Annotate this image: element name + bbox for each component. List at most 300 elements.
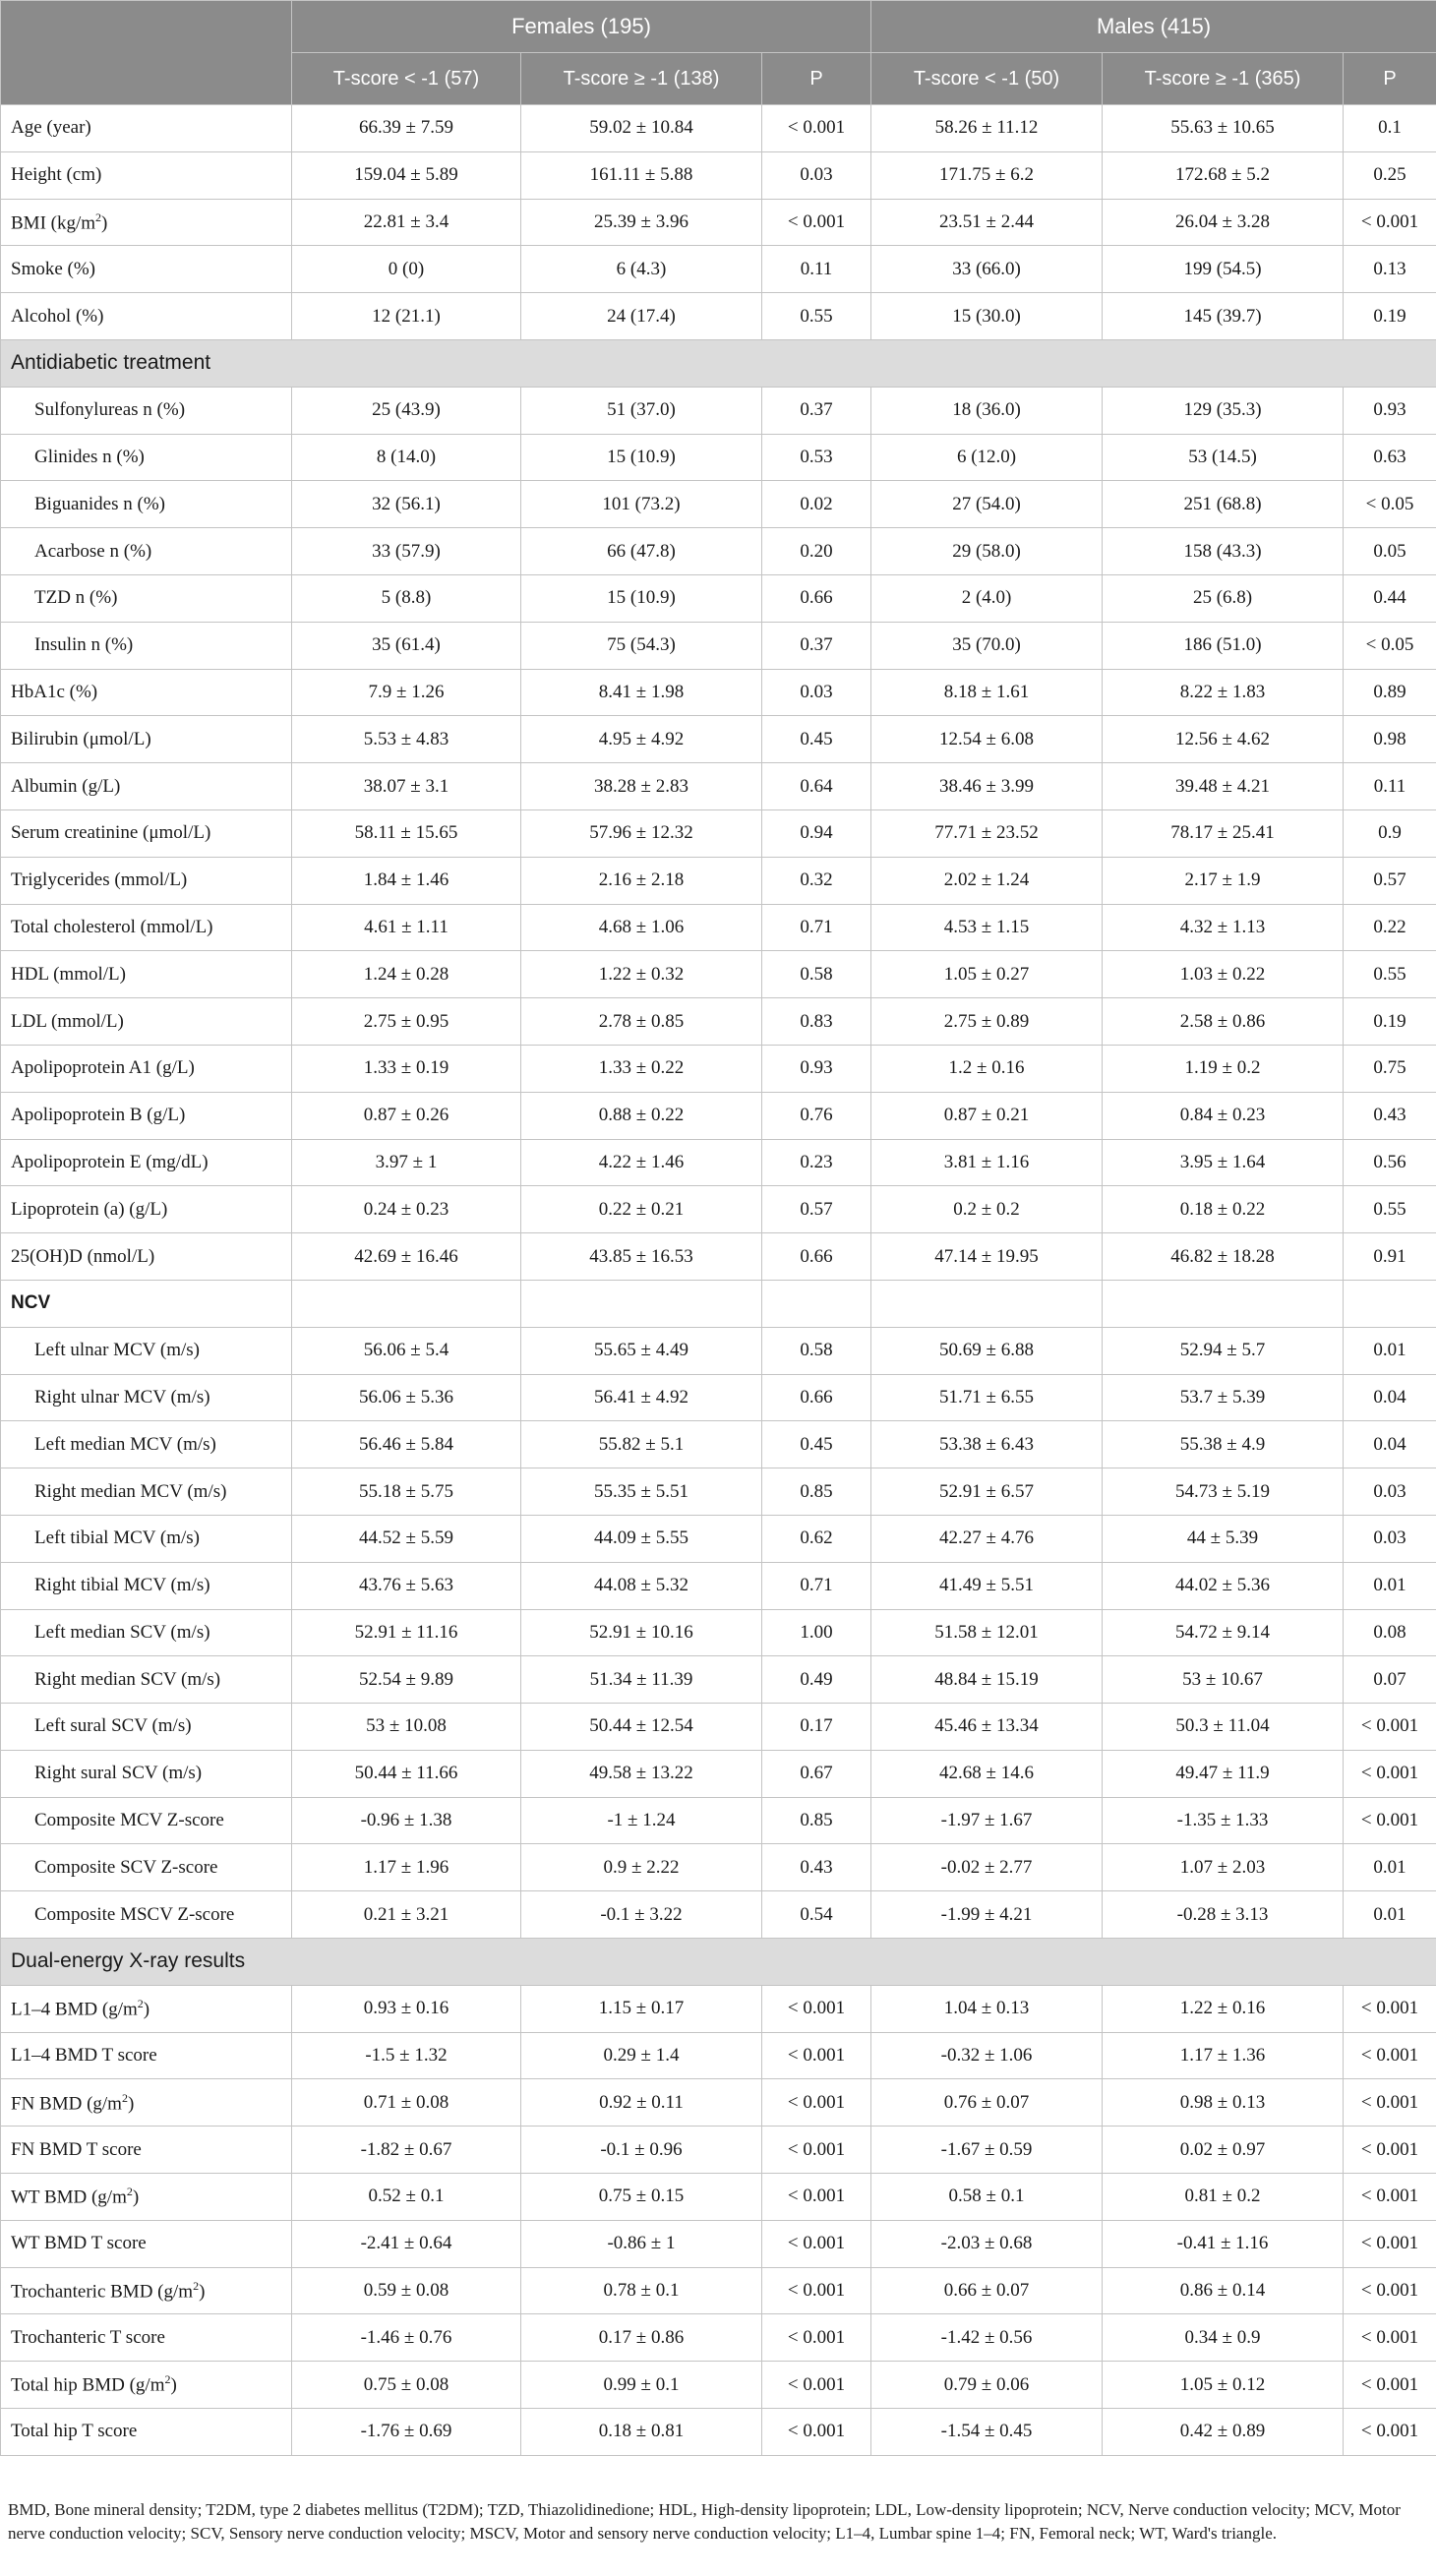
column-header: T-score ≥ -1 (365) (1103, 53, 1344, 105)
value-cell: -0.32 ± 1.06 (871, 2032, 1103, 2079)
p-value-cell: 0.19 (1344, 998, 1436, 1046)
value-cell: 49.58 ± 13.22 (521, 1750, 762, 1797)
value-cell: 44.09 ± 5.55 (521, 1515, 762, 1562)
value-cell: 18 (36.0) (871, 387, 1103, 434)
row-label (1, 1327, 292, 1374)
value-cell: 7.9 ± 1.26 (292, 669, 521, 716)
p-value-cell: < 0.001 (1344, 2409, 1436, 2456)
row-label-text: Right tibial MCV (m/s) (34, 1575, 210, 1596)
value-cell: 8.41 ± 1.98 (521, 669, 762, 716)
row-label-text: TZD n (%) (34, 587, 118, 609)
row-label-tail: ) (199, 2281, 206, 2303)
row-label-text: HDL (mmol/L) (11, 963, 126, 985)
value-cell: -0.86 ± 1 (521, 2220, 762, 2267)
row-label (1, 528, 292, 575)
value-cell: 6 (4.3) (521, 246, 762, 293)
row-label-text: Composite MSCV Z-score (34, 1903, 235, 1925)
value-cell: 44.08 ± 5.32 (521, 1562, 762, 1609)
value-cell: 26.04 ± 3.28 (1103, 199, 1344, 246)
row-label (1, 2267, 292, 2314)
value-cell: 6 (12.0) (871, 434, 1103, 481)
value-cell: 42.68 ± 14.6 (871, 1750, 1103, 1797)
table-row (1, 622, 1436, 669)
value-cell: 27 (54.0) (871, 481, 1103, 528)
p-value-cell: < 0.001 (762, 2267, 871, 2314)
value-cell: 1.15 ± 0.17 (521, 1985, 762, 2032)
p-value-cell: 0.58 (762, 951, 871, 998)
value-cell: 0.66 ± 0.07 (871, 2267, 1103, 2314)
row-label-text: FN BMD (g/m (11, 2093, 122, 2115)
row-label (1, 1374, 292, 1421)
row-label-text: Height (cm) (11, 164, 102, 186)
table-row (1, 1327, 1436, 1374)
table-row (1, 763, 1436, 810)
value-cell: 8.22 ± 1.83 (1103, 669, 1344, 716)
p-value-cell: 0.43 (762, 1844, 871, 1891)
value-cell: 2.78 ± 0.85 (521, 998, 762, 1046)
row-label (1, 2314, 292, 2362)
p-value-cell: 0.07 (1344, 1656, 1436, 1704)
value-cell: 0.02 ± 0.97 (1103, 2127, 1344, 2174)
p-value-cell: 0.45 (762, 1421, 871, 1468)
value-cell: -1.76 ± 0.69 (292, 2409, 521, 2456)
value-cell: 1.07 ± 2.03 (1103, 1844, 1344, 1891)
value-cell: 54.73 ± 5.19 (1103, 1468, 1344, 1516)
value-cell: 1.17 ± 1.36 (1103, 2032, 1344, 2079)
p-value-cell: 0.66 (762, 1233, 871, 1281)
row-label-text: Left median MCV (m/s) (34, 1433, 216, 1455)
table-row (1, 574, 1436, 622)
table-row (1, 1374, 1436, 1421)
p-value-cell: < 0.001 (762, 2409, 871, 2456)
males-group-header: Males (415) (871, 1, 1436, 53)
value-cell: 45.46 ± 13.34 (871, 1704, 1103, 1751)
value-cell: 56.41 ± 4.92 (521, 1374, 762, 1421)
p-value-cell: < 0.001 (1344, 2032, 1436, 2079)
row-label-text: Right median SCV (m/s) (34, 1668, 221, 1690)
table-row (1, 246, 1436, 293)
column-header: T-score < -1 (57) (292, 53, 521, 105)
p-value-cell: 0.55 (1344, 951, 1436, 998)
row-label (1, 2127, 292, 2174)
value-cell: 59.02 ± 10.84 (521, 105, 762, 152)
value-cell: 15 (10.9) (521, 434, 762, 481)
table-row (1, 809, 1436, 857)
table-row (1, 1045, 1436, 1092)
table-row (1, 669, 1436, 716)
p-value-cell: < 0.001 (1344, 2267, 1436, 2314)
value-cell: 38.07 ± 3.1 (292, 763, 521, 810)
row-label-tail: ) (132, 2187, 140, 2208)
section-header-label: Antidiabetic treatment (1, 339, 1436, 387)
value-cell: 0.2 ± 0.2 (871, 1186, 1103, 1233)
p-value-cell: 0.11 (762, 246, 871, 293)
table-row (1, 1891, 1436, 1939)
p-value-cell: 0.03 (762, 151, 871, 199)
value-cell: 55.65 ± 4.49 (521, 1327, 762, 1374)
value-cell: 1.24 ± 0.28 (292, 951, 521, 998)
row-label-text: WT BMD (g/m (11, 2187, 127, 2208)
value-cell: 39.48 ± 4.21 (1103, 763, 1344, 810)
value-cell: 1.03 ± 0.22 (1103, 951, 1344, 998)
value-cell: 0.87 ± 0.26 (292, 1092, 521, 1139)
p-value-cell: 0.04 (1344, 1374, 1436, 1421)
table-row (1, 2314, 1436, 2362)
label-superscript: 2 (193, 2278, 200, 2293)
row-label (1, 1092, 292, 1139)
p-value-cell: 0.53 (762, 434, 871, 481)
value-cell: 2.75 ± 0.95 (292, 998, 521, 1046)
row-label-tail: ) (101, 212, 108, 234)
table-row (1, 2267, 1436, 2314)
p-value-cell: 0.01 (1344, 1844, 1436, 1891)
p-value-cell: 0.17 (762, 1704, 871, 1751)
value-cell: 12.54 ± 6.08 (871, 716, 1103, 763)
p-value-cell: < 0.001 (762, 2220, 871, 2267)
label-superscript: 2 (95, 210, 102, 224)
column-header: P (762, 53, 871, 105)
value-cell: 1.05 ± 0.12 (1103, 2362, 1344, 2409)
row-label (1, 1656, 292, 1704)
p-value-cell: 0.58 (762, 1327, 871, 1374)
p-value-cell: < 0.001 (1344, 1750, 1436, 1797)
p-value-cell: 0.89 (1344, 669, 1436, 716)
table-row (1, 857, 1436, 904)
table-row (1, 1562, 1436, 1609)
value-cell: 55.38 ± 4.9 (1103, 1421, 1344, 1468)
row-label-text: Smoke (%) (11, 258, 96, 279)
value-cell (521, 1280, 762, 1327)
row-label-text: Age (year) (11, 117, 91, 139)
value-cell: 23.51 ± 2.44 (871, 199, 1103, 246)
table-row (1, 481, 1436, 528)
value-cell: -1.35 ± 1.33 (1103, 1797, 1344, 1844)
value-cell: 58.26 ± 11.12 (871, 105, 1103, 152)
value-cell: 44.52 ± 5.59 (292, 1515, 521, 1562)
value-cell: 5.53 ± 4.83 (292, 716, 521, 763)
table-row (1, 151, 1436, 199)
table-row (1, 998, 1436, 1046)
table-footnote: BMD, Bone mineral density; T2DM, type 2 diabetes mellitus (T2DM); TZD, Thiazolidinedione; HDL, High-density lipoprotein; LDL, Low-density lipoprotein; NCV, Nerve conduction velocity; MCV, Motor nerve conduction velocity; SCV, Sensory nerve conduction velocity; MSCV, Motor and sensory nerve conduction velocity; L1–4, Lumbar spine 1–4; FN, Femoral neck; WT, Ward's triangle. (8, 2500, 1401, 2543)
p-value-cell: 0.37 (762, 387, 871, 434)
table-row (1, 387, 1436, 434)
value-cell: 2 (4.0) (871, 574, 1103, 622)
p-value-cell: 0.64 (762, 763, 871, 810)
value-cell: 56.06 ± 5.4 (292, 1327, 521, 1374)
p-value-cell: < 0.001 (1344, 2174, 1436, 2221)
value-cell: 43.85 ± 16.53 (521, 1233, 762, 1281)
p-value-cell: 0.49 (762, 1656, 871, 1704)
value-cell: 1.17 ± 1.96 (292, 1844, 521, 1891)
value-cell: -1.97 ± 1.67 (871, 1797, 1103, 1844)
value-cell: 51.71 ± 6.55 (871, 1374, 1103, 1421)
table-row (1, 1280, 1436, 1327)
p-value-cell: 0.25 (1344, 151, 1436, 199)
value-cell: 4.61 ± 1.11 (292, 904, 521, 951)
value-cell: 15 (10.9) (521, 574, 762, 622)
row-label-text: Right sural SCV (m/s) (34, 1763, 203, 1784)
row-label-text: Apolipoprotein A1 (g/L) (11, 1057, 195, 1079)
p-value-cell: 0.62 (762, 1515, 871, 1562)
value-cell: 53 ± 10.67 (1103, 1656, 1344, 1704)
value-cell: 55.82 ± 5.1 (521, 1421, 762, 1468)
column-header: P (1344, 53, 1436, 105)
value-cell: 5 (8.8) (292, 574, 521, 622)
table-row (1, 1233, 1436, 1281)
value-cell: 0.21 ± 3.21 (292, 1891, 521, 1939)
value-cell: 29 (58.0) (871, 528, 1103, 575)
label-superscript: 2 (121, 2090, 128, 2105)
value-cell: 43.76 ± 5.63 (292, 1562, 521, 1609)
table-row (1, 1139, 1436, 1186)
table-row (1, 1421, 1436, 1468)
row-label-text: Sulfonylureas n (%) (34, 399, 186, 421)
p-value-cell: 0.93 (762, 1045, 871, 1092)
p-value-cell: 0.04 (1344, 1421, 1436, 1468)
p-value-cell: 0.67 (762, 1750, 871, 1797)
row-label (1, 387, 292, 434)
p-value-cell: < 0.001 (762, 1985, 871, 2032)
p-value-cell: < 0.001 (1344, 1704, 1436, 1751)
p-value-cell: 0.08 (1344, 1609, 1436, 1656)
value-cell: 1.33 ± 0.19 (292, 1045, 521, 1092)
p-value-cell: < 0.001 (762, 2127, 871, 2174)
table-row (1, 2079, 1436, 2127)
value-cell: 50.44 ± 11.66 (292, 1750, 521, 1797)
row-label (1, 1609, 292, 1656)
value-cell: 172.68 ± 5.2 (1103, 151, 1344, 199)
table-row (1, 1844, 1436, 1891)
p-value-cell: 0.85 (762, 1468, 871, 1516)
p-value-cell: 0.01 (1344, 1562, 1436, 1609)
row-label-text: Triglycerides (mmol/L) (11, 869, 188, 891)
value-cell: 2.16 ± 2.18 (521, 857, 762, 904)
p-value-cell: 0.93 (1344, 387, 1436, 434)
p-value-cell: 0.23 (762, 1139, 871, 1186)
value-cell: 52.54 ± 9.89 (292, 1656, 521, 1704)
value-cell: -1.99 ± 4.21 (871, 1891, 1103, 1939)
p-value-cell: < 0.001 (762, 2362, 871, 2409)
row-label-text: Right ulnar MCV (m/s) (34, 1386, 210, 1408)
row-label (1, 434, 292, 481)
row-label-text: Alcohol (%) (11, 305, 104, 327)
females-group-header: Females (195) (292, 1, 871, 53)
value-cell: 44 ± 5.39 (1103, 1515, 1344, 1562)
row-label (1, 1844, 292, 1891)
value-cell: 46.82 ± 18.28 (1103, 1233, 1344, 1281)
value-cell: 158 (43.3) (1103, 528, 1344, 575)
value-cell: 25.39 ± 3.96 (521, 199, 762, 246)
row-label (1, 574, 292, 622)
table-row (1, 1515, 1436, 1562)
table-row (1, 2409, 1436, 2456)
value-cell: -0.28 ± 3.13 (1103, 1891, 1344, 1939)
value-cell: 186 (51.0) (1103, 622, 1344, 669)
value-cell: 58.11 ± 15.65 (292, 809, 521, 857)
row-label-text: Right median MCV (m/s) (34, 1480, 227, 1502)
row-label (1, 151, 292, 199)
p-value-cell: < 0.05 (1344, 481, 1436, 528)
row-label (1, 904, 292, 951)
p-value-cell: 0.66 (762, 574, 871, 622)
value-cell: 171.75 ± 6.2 (871, 151, 1103, 199)
label-superscript: 2 (126, 2185, 133, 2199)
row-label-text: Apolipoprotein E (mg/dL) (11, 1151, 209, 1172)
row-label (1, 951, 292, 998)
p-value-cell: 0.13 (1344, 246, 1436, 293)
value-cell: -1 ± 1.24 (521, 1797, 762, 1844)
value-cell: 0.76 ± 0.07 (871, 2079, 1103, 2127)
p-value-cell: 0.63 (1344, 434, 1436, 481)
row-label-text: Composite MCV Z-score (34, 1810, 224, 1831)
value-cell: 159.04 ± 5.89 (292, 151, 521, 199)
value-cell: 41.49 ± 5.51 (871, 1562, 1103, 1609)
p-value-cell: < 0.001 (762, 199, 871, 246)
value-cell: 0.99 ± 0.1 (521, 2362, 762, 2409)
value-cell: 0.98 ± 0.13 (1103, 2079, 1344, 2127)
value-cell: 4.32 ± 1.13 (1103, 904, 1344, 951)
table-row (1, 2127, 1436, 2174)
value-cell: 54.72 ± 9.14 (1103, 1609, 1344, 1656)
row-label (1, 1468, 292, 1516)
p-value-cell: 0.55 (762, 293, 871, 340)
row-label-text: Lipoprotein (a) (g/L) (11, 1198, 168, 1220)
value-cell: 251 (68.8) (1103, 481, 1344, 528)
row-label (1, 1891, 292, 1939)
value-cell: 0.18 ± 0.81 (521, 2409, 762, 2456)
table-row (1, 904, 1436, 951)
p-value-cell: < 0.001 (1344, 2220, 1436, 2267)
value-cell: 101 (73.2) (521, 481, 762, 528)
value-cell: 25 (6.8) (1103, 574, 1344, 622)
value-cell: 52.91 ± 6.57 (871, 1468, 1103, 1516)
table-header (1, 1, 1436, 105)
label-superscript: 2 (164, 2372, 171, 2387)
header-corner-cell (1, 1, 292, 105)
table-row (1, 1704, 1436, 1751)
row-label-text: WT BMD T score (11, 2233, 147, 2254)
p-value-cell: < 0.001 (1344, 1985, 1436, 2032)
p-value-cell: 0.44 (1344, 574, 1436, 622)
row-label (1, 763, 292, 810)
row-label (1, 1421, 292, 1468)
table-row (1, 1186, 1436, 1233)
value-cell: 0.78 ± 0.1 (521, 2267, 762, 2314)
value-cell: 0.71 ± 0.08 (292, 2079, 521, 2127)
column-header: T-score ≥ -1 (138) (521, 53, 762, 105)
value-cell: -0.1 ± 3.22 (521, 1891, 762, 1939)
p-value-cell: 0.9 (1344, 809, 1436, 857)
value-cell: 0.79 ± 0.06 (871, 2362, 1103, 2409)
row-label (1, 2079, 292, 2127)
value-cell: 57.96 ± 12.32 (521, 809, 762, 857)
p-value-cell: < 0.05 (1344, 622, 1436, 669)
row-label-text: LDL (mmol/L) (11, 1010, 124, 1032)
p-value-cell: < 0.001 (1344, 199, 1436, 246)
value-cell: 52.94 ± 5.7 (1103, 1327, 1344, 1374)
value-cell: 0.42 ± 0.89 (1103, 2409, 1344, 2456)
p-value-cell (762, 1280, 871, 1327)
label-superscript: 2 (137, 1997, 144, 2011)
row-label (1, 1985, 292, 2032)
value-cell: 12.56 ± 4.62 (1103, 716, 1344, 763)
p-value-cell: 0.66 (762, 1374, 871, 1421)
value-cell: 55.18 ± 5.75 (292, 1468, 521, 1516)
value-cell: 145 (39.7) (1103, 293, 1344, 340)
value-cell: 24 (17.4) (521, 293, 762, 340)
value-cell: 66.39 ± 7.59 (292, 105, 521, 152)
p-value-cell: < 0.001 (1344, 2362, 1436, 2409)
value-cell: 1.22 ± 0.32 (521, 951, 762, 998)
p-value-cell: 0.56 (1344, 1139, 1436, 1186)
row-label (1, 998, 292, 1046)
section-header-row (1, 339, 1436, 387)
p-value-cell: < 0.001 (1344, 2314, 1436, 2362)
value-cell: 0.9 ± 2.22 (521, 1844, 762, 1891)
p-value-cell: < 0.001 (762, 2174, 871, 2221)
value-cell: 161.11 ± 5.88 (521, 151, 762, 199)
value-cell: -1.42 ± 0.56 (871, 2314, 1103, 2362)
p-value-cell: 0.11 (1344, 763, 1436, 810)
p-value-cell: < 0.001 (762, 2314, 871, 2362)
value-cell: 35 (70.0) (871, 622, 1103, 669)
row-label-text: Apolipoprotein B (g/L) (11, 1105, 186, 1126)
row-label-text: Serum creatinine (μmol/L) (11, 822, 211, 844)
p-value-cell: < 0.001 (762, 2079, 871, 2127)
value-cell: -2.41 ± 0.64 (292, 2220, 521, 2267)
value-cell: -2.03 ± 0.68 (871, 2220, 1103, 2267)
value-cell: 3.81 ± 1.16 (871, 1139, 1103, 1186)
row-label (1, 669, 292, 716)
table-row (1, 1985, 1436, 2032)
section-header-row (1, 1939, 1436, 1986)
row-label (1, 1139, 292, 1186)
row-label (1, 481, 292, 528)
value-cell: 55.63 ± 10.65 (1103, 105, 1344, 152)
table-row (1, 293, 1436, 340)
p-value-cell: 0.54 (762, 1891, 871, 1939)
value-cell: 4.22 ± 1.46 (521, 1139, 762, 1186)
value-cell: 1.2 ± 0.16 (871, 1045, 1103, 1092)
value-cell: 50.3 ± 11.04 (1103, 1704, 1344, 1751)
value-cell: 15 (30.0) (871, 293, 1103, 340)
table-row (1, 105, 1436, 152)
table-row (1, 1609, 1436, 1656)
p-value-cell: 0.85 (762, 1797, 871, 1844)
row-label (1, 809, 292, 857)
row-label-text: FN BMD T score (11, 2138, 142, 2160)
value-cell: 75 (54.3) (521, 622, 762, 669)
row-label-text: L1–4 BMD (g/m (11, 1999, 138, 2020)
value-cell: 0.88 ± 0.22 (521, 1092, 762, 1139)
value-cell: 51.58 ± 12.01 (871, 1609, 1103, 1656)
section-header-label: Dual-energy X-ray results (1, 1939, 1436, 1986)
value-cell: 3.97 ± 1 (292, 1139, 521, 1186)
row-label (1, 1233, 292, 1281)
p-value-cell: 0.03 (1344, 1468, 1436, 1516)
p-value-cell: 0.98 (1344, 716, 1436, 763)
table-row (1, 2174, 1436, 2221)
column-header: T-score < -1 (50) (871, 53, 1103, 105)
value-cell: 42.27 ± 4.76 (871, 1515, 1103, 1562)
value-cell: 48.84 ± 15.19 (871, 1656, 1103, 1704)
value-cell: 53 ± 10.08 (292, 1704, 521, 1751)
value-cell: -1.82 ± 0.67 (292, 2127, 521, 2174)
value-cell: 8.18 ± 1.61 (871, 669, 1103, 716)
p-value-cell: 0.94 (762, 809, 871, 857)
p-value-cell: 0.75 (1344, 1045, 1436, 1092)
row-label-tail: ) (127, 2093, 135, 2115)
